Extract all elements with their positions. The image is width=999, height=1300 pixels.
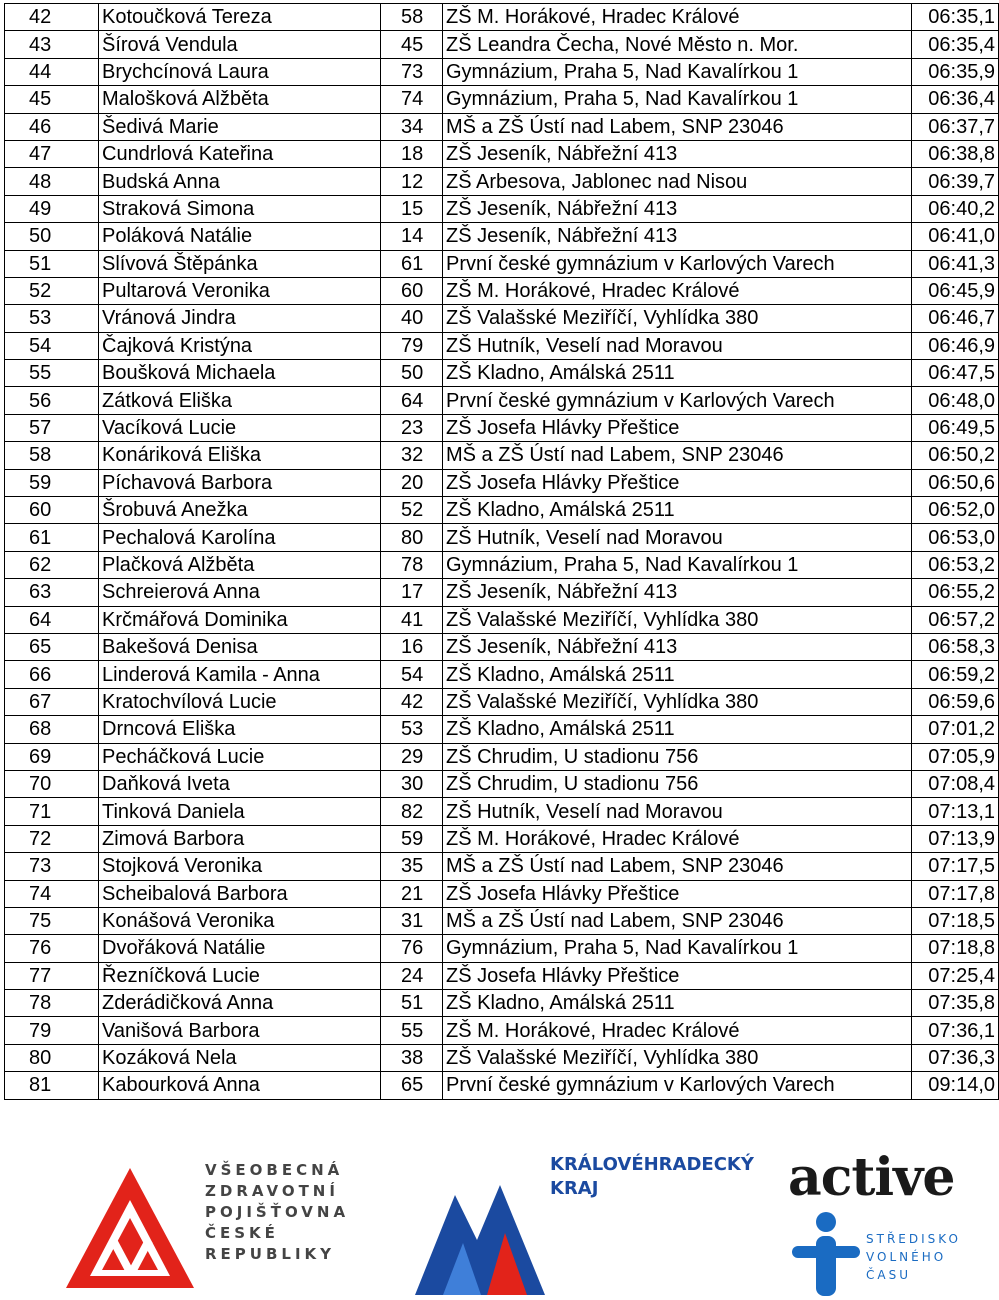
table-row <box>5 880 999 907</box>
time-cell: 06:53,2 <box>912 551 999 578</box>
rank-cell: 45 <box>5 86 99 113</box>
time-cell: 07:18,8 <box>912 935 999 962</box>
rank-cell: 70 <box>5 770 99 797</box>
start-number-cell: 80 <box>381 524 443 551</box>
kraj-emblem-icon <box>415 1145 545 1295</box>
start-number-cell: 32 <box>381 442 443 469</box>
school-cell: ZŠ Kladno, Amálská 2511 <box>443 661 912 688</box>
table-row <box>5 1072 999 1099</box>
time-cell: 07:13,9 <box>912 825 999 852</box>
results-table-body <box>5 4 999 1100</box>
school-cell: Gymnázium, Praha 5, Nad Kavalírkou 1 <box>443 86 912 113</box>
time-cell: 07:05,9 <box>912 743 999 770</box>
start-number-cell: 24 <box>381 962 443 989</box>
name-cell: Vacíková Lucie <box>99 414 381 441</box>
table-row <box>5 1017 999 1044</box>
table-row <box>5 168 999 195</box>
school-cell: Gymnázium, Praha 5, Nad Kavalírkou 1 <box>443 551 912 578</box>
start-number-cell: 20 <box>381 469 443 496</box>
table-row <box>5 661 999 688</box>
school-cell: ZŠ M. Horákové, Hradec Králové <box>443 1017 912 1044</box>
name-cell: Schreierová Anna <box>99 579 381 606</box>
rank-cell: 73 <box>5 853 99 880</box>
rank-cell: 72 <box>5 825 99 852</box>
name-cell: Linderová Kamila - Anna <box>99 661 381 688</box>
vzp-line: ZDRAVOTNÍ <box>205 1182 339 1200</box>
table-row <box>5 633 999 660</box>
rank-cell: 42 <box>5 4 99 31</box>
school-cell: ZŠ M. Horákové, Hradec Králové <box>443 4 912 31</box>
start-number-cell: 51 <box>381 990 443 1017</box>
rank-cell: 60 <box>5 497 99 524</box>
school-cell: ZŠ Jeseník, Nábřežní 413 <box>443 195 912 222</box>
start-number-cell: 30 <box>381 770 443 797</box>
start-number-cell: 15 <box>381 195 443 222</box>
time-cell: 07:08,4 <box>912 770 999 797</box>
school-cell: ZŠ Kladno, Amálská 2511 <box>443 360 912 387</box>
table-row <box>5 223 999 250</box>
table-row <box>5 551 999 578</box>
time-cell: 06:35,1 <box>912 4 999 31</box>
rank-cell: 79 <box>5 1017 99 1044</box>
rank-cell: 50 <box>5 223 99 250</box>
start-number-cell: 65 <box>381 1072 443 1099</box>
time-cell: 07:13,1 <box>912 798 999 825</box>
time-cell: 06:59,6 <box>912 688 999 715</box>
name-cell: Tinková Daniela <box>99 798 381 825</box>
table-row <box>5 113 999 140</box>
time-cell: 06:50,2 <box>912 442 999 469</box>
name-cell: Vanišová Barbora <box>99 1017 381 1044</box>
sponsor-logos <box>0 1120 960 1299</box>
school-cell: MŠ a ZŠ Ústí nad Labem, SNP 23046 <box>443 442 912 469</box>
time-cell: 06:52,0 <box>912 497 999 524</box>
table-row <box>5 853 999 880</box>
time-cell: 06:46,9 <box>912 332 999 359</box>
rank-cell: 69 <box>5 743 99 770</box>
school-cell: ZŠ Josefa Hlávky Přeštice <box>443 962 912 989</box>
rank-cell: 44 <box>5 58 99 85</box>
school-cell: ZŠ Kladno, Amálská 2511 <box>443 497 912 524</box>
rank-cell: 48 <box>5 168 99 195</box>
name-cell: Cundrlová Kateřina <box>99 140 381 167</box>
name-cell: Kotoučková Tereza <box>99 4 381 31</box>
time-cell: 09:14,0 <box>912 1072 999 1099</box>
start-number-cell: 18 <box>381 140 443 167</box>
school-cell: ZŠ Chrudim, U stadionu 756 <box>443 770 912 797</box>
time-cell: 06:39,7 <box>912 168 999 195</box>
table-row <box>5 907 999 934</box>
time-cell: 07:01,2 <box>912 716 999 743</box>
vzp-line: ČESKÉ <box>205 1224 279 1242</box>
time-cell: 07:17,8 <box>912 880 999 907</box>
school-cell: ZŠ Jeseník, Nábřežní 413 <box>443 140 912 167</box>
rank-cell: 47 <box>5 140 99 167</box>
rank-cell: 68 <box>5 716 99 743</box>
rank-cell: 81 <box>5 1072 99 1099</box>
kraj-line: KRAJ <box>550 1178 599 1199</box>
school-cell: První české gymnázium v Karlových Varech <box>443 250 912 277</box>
name-cell: Malošková Alžběta <box>99 86 381 113</box>
rank-cell: 52 <box>5 277 99 304</box>
start-number-cell: 35 <box>381 853 443 880</box>
name-cell: Zátková Eliška <box>99 387 381 414</box>
start-number-cell: 73 <box>381 58 443 85</box>
rank-cell: 61 <box>5 524 99 551</box>
name-cell: Pecháčková Lucie <box>99 743 381 770</box>
school-cell: ZŠ Josefa Hlávky Přeštice <box>443 880 912 907</box>
school-cell: MŠ a ZŠ Ústí nad Labem, SNP 23046 <box>443 113 912 140</box>
table-row <box>5 579 999 606</box>
start-number-cell: 45 <box>381 31 443 58</box>
start-number-cell: 29 <box>381 743 443 770</box>
start-number-cell: 60 <box>381 277 443 304</box>
name-cell: Šírová Vendula <box>99 31 381 58</box>
rank-cell: 63 <box>5 579 99 606</box>
start-number-cell: 23 <box>381 414 443 441</box>
time-cell: 07:35,8 <box>912 990 999 1017</box>
start-number-cell: 31 <box>381 907 443 934</box>
school-cell: ZŠ Hutník, Veselí nad Moravou <box>443 524 912 551</box>
name-cell: Šedivá Marie <box>99 113 381 140</box>
name-cell: Řezníčková Lucie <box>99 962 381 989</box>
name-cell: Zderádičková Anna <box>99 990 381 1017</box>
name-cell: Čajková Kristýna <box>99 332 381 359</box>
table-row <box>5 140 999 167</box>
results-table <box>4 3 999 1100</box>
name-cell: Kozáková Nela <box>99 1044 381 1071</box>
time-cell: 06:35,4 <box>912 31 999 58</box>
time-cell: 06:55,2 <box>912 579 999 606</box>
table-row <box>5 798 999 825</box>
start-number-cell: 17 <box>381 579 443 606</box>
start-number-cell: 42 <box>381 688 443 715</box>
table-row <box>5 414 999 441</box>
name-cell: Stojková Veronika <box>99 853 381 880</box>
table-row <box>5 31 999 58</box>
name-cell: Pultarová Veronika <box>99 277 381 304</box>
time-cell: 06:38,8 <box>912 140 999 167</box>
active-figure-icon <box>790 1208 862 1298</box>
name-cell: Bakešová Denisa <box>99 633 381 660</box>
school-cell: ZŠ M. Horákové, Hradec Králové <box>443 277 912 304</box>
table-row <box>5 305 999 332</box>
time-cell: 06:45,9 <box>912 277 999 304</box>
school-cell: ZŠ Jeseník, Nábřežní 413 <box>443 633 912 660</box>
start-number-cell: 61 <box>381 250 443 277</box>
school-cell: První české gymnázium v Karlových Varech <box>443 1072 912 1099</box>
time-cell: 06:47,5 <box>912 360 999 387</box>
rank-cell: 66 <box>5 661 99 688</box>
start-number-cell: 64 <box>381 387 443 414</box>
time-cell: 06:40,2 <box>912 195 999 222</box>
time-cell: 06:37,7 <box>912 113 999 140</box>
school-cell: ZŠ Jeseník, Nábřežní 413 <box>443 579 912 606</box>
rank-cell: 49 <box>5 195 99 222</box>
time-cell: 06:57,2 <box>912 606 999 633</box>
table-row <box>5 688 999 715</box>
start-number-cell: 12 <box>381 168 443 195</box>
time-cell: 06:35,9 <box>912 58 999 85</box>
time-cell: 06:41,3 <box>912 250 999 277</box>
time-cell: 07:36,1 <box>912 1017 999 1044</box>
name-cell: Plačková Alžběta <box>99 551 381 578</box>
rank-cell: 62 <box>5 551 99 578</box>
rank-cell: 56 <box>5 387 99 414</box>
start-number-cell: 55 <box>381 1017 443 1044</box>
name-cell: Brychcínová Laura <box>99 58 381 85</box>
name-cell: Konášová Veronika <box>99 907 381 934</box>
active-wordmark: active <box>788 1147 955 1208</box>
start-number-cell: 21 <box>381 880 443 907</box>
start-number-cell: 53 <box>381 716 443 743</box>
vzp-line: VŠEOBECNÁ <box>205 1161 344 1179</box>
time-cell: 07:17,5 <box>912 853 999 880</box>
name-cell: Straková Simona <box>99 195 381 222</box>
rank-cell: 46 <box>5 113 99 140</box>
active-line: STŘEDISKO <box>866 1232 961 1246</box>
active-svc-logo <box>788 1147 961 1299</box>
table-row <box>5 743 999 770</box>
table-row <box>5 4 999 31</box>
school-cell: MŠ a ZŠ Ústí nad Labem, SNP 23046 <box>443 907 912 934</box>
school-cell: ZŠ Chrudim, U stadionu 756 <box>443 743 912 770</box>
school-cell: První české gymnázium v Karlových Varech <box>443 387 912 414</box>
table-row <box>5 58 999 85</box>
time-cell: 07:36,3 <box>912 1044 999 1071</box>
start-number-cell: 74 <box>381 86 443 113</box>
time-cell: 06:48,0 <box>912 387 999 414</box>
name-cell: Kratochvílová Lucie <box>99 688 381 715</box>
school-cell: ZŠ Kladno, Amálská 2511 <box>443 990 912 1017</box>
rank-cell: 53 <box>5 305 99 332</box>
start-number-cell: 54 <box>381 661 443 688</box>
rank-cell: 43 <box>5 31 99 58</box>
school-cell: ZŠ Hutník, Veselí nad Moravou <box>443 798 912 825</box>
start-number-cell: 16 <box>381 633 443 660</box>
kraj-logo-text <box>550 1153 754 1201</box>
table-row <box>5 1044 999 1071</box>
time-cell: 06:58,3 <box>912 633 999 660</box>
start-number-cell: 58 <box>381 4 443 31</box>
school-cell: ZŠ Valašské Meziříčí, Vyhlídka 380 <box>443 606 912 633</box>
rank-cell: 76 <box>5 935 99 962</box>
vzp-line: REPUBLIKY <box>205 1245 336 1263</box>
name-cell: Boušková Michaela <box>99 360 381 387</box>
name-cell: Drncová Eliška <box>99 716 381 743</box>
time-cell: 06:49,5 <box>912 414 999 441</box>
name-cell: Daňková Iveta <box>99 770 381 797</box>
time-cell: 06:41,0 <box>912 223 999 250</box>
table-row <box>5 250 999 277</box>
time-cell: 06:50,6 <box>912 469 999 496</box>
table-row <box>5 277 999 304</box>
start-number-cell: 76 <box>381 935 443 962</box>
rank-cell: 58 <box>5 442 99 469</box>
school-cell: ZŠ Kladno, Amálská 2511 <box>443 716 912 743</box>
rank-cell: 74 <box>5 880 99 907</box>
start-number-cell: 82 <box>381 798 443 825</box>
name-cell: Slívová Štěpánka <box>99 250 381 277</box>
time-cell: 07:18,5 <box>912 907 999 934</box>
name-cell: Dvořáková Natálie <box>99 935 381 962</box>
active-subtitle <box>866 1230 961 1284</box>
kraj-line: KRÁLOVÉHRADECKÝ <box>550 1154 754 1175</box>
table-row <box>5 387 999 414</box>
active-line: VOLNÉHO <box>866 1250 947 1264</box>
vzp-line: POJIŠŤOVNA <box>205 1203 350 1221</box>
start-number-cell: 34 <box>381 113 443 140</box>
rank-cell: 78 <box>5 990 99 1017</box>
vzp-logo-text <box>205 1160 349 1265</box>
table-row <box>5 360 999 387</box>
start-number-cell: 52 <box>381 497 443 524</box>
name-cell: Kabourková Anna <box>99 1072 381 1099</box>
start-number-cell: 40 <box>381 305 443 332</box>
start-number-cell: 79 <box>381 332 443 359</box>
table-row <box>5 524 999 551</box>
school-cell: MŠ a ZŠ Ústí nad Labem, SNP 23046 <box>443 853 912 880</box>
school-cell: ZŠ Valašské Meziříčí, Vyhlídka 380 <box>443 688 912 715</box>
vzp-logo <box>60 1160 360 1295</box>
school-cell: ZŠ Arbesova, Jablonec nad Nisou <box>443 168 912 195</box>
name-cell: Poláková Natálie <box>99 223 381 250</box>
table-row <box>5 606 999 633</box>
school-cell: ZŠ Josefa Hlávky Přeštice <box>443 469 912 496</box>
table-row <box>5 442 999 469</box>
school-cell: ZŠ Valašské Meziříčí, Vyhlídka 380 <box>443 305 912 332</box>
school-cell: ZŠ Josefa Hlávky Přeštice <box>443 414 912 441</box>
start-number-cell: 50 <box>381 360 443 387</box>
school-cell: ZŠ M. Horákové, Hradec Králové <box>443 825 912 852</box>
time-cell: 06:53,0 <box>912 524 999 551</box>
school-cell: ZŠ Valašské Meziříčí, Vyhlídka 380 <box>443 1044 912 1071</box>
name-cell: Vránová Jindra <box>99 305 381 332</box>
start-number-cell: 38 <box>381 1044 443 1071</box>
name-cell: Konáriková Eliška <box>99 442 381 469</box>
vzp-emblem-icon <box>60 1160 200 1295</box>
rank-cell: 80 <box>5 1044 99 1071</box>
time-cell: 06:46,7 <box>912 305 999 332</box>
start-number-cell: 41 <box>381 606 443 633</box>
table-row <box>5 716 999 743</box>
name-cell: Scheibalová Barbora <box>99 880 381 907</box>
table-row <box>5 825 999 852</box>
name-cell: Zimová Barbora <box>99 825 381 852</box>
name-cell: Pechalová Karolína <box>99 524 381 551</box>
rank-cell: 59 <box>5 469 99 496</box>
table-row <box>5 86 999 113</box>
time-cell: 06:59,2 <box>912 661 999 688</box>
table-row <box>5 497 999 524</box>
start-number-cell: 59 <box>381 825 443 852</box>
name-cell: Píchavová Barbora <box>99 469 381 496</box>
school-cell: ZŠ Hutník, Veselí nad Moravou <box>443 332 912 359</box>
rank-cell: 51 <box>5 250 99 277</box>
name-cell: Šrobuvá Anežka <box>99 497 381 524</box>
start-number-cell: 14 <box>381 223 443 250</box>
table-row <box>5 332 999 359</box>
table-row <box>5 770 999 797</box>
time-cell: 07:25,4 <box>912 962 999 989</box>
rank-cell: 64 <box>5 606 99 633</box>
name-cell: Budská Anna <box>99 168 381 195</box>
rank-cell: 67 <box>5 688 99 715</box>
rank-cell: 65 <box>5 633 99 660</box>
rank-cell: 77 <box>5 962 99 989</box>
rank-cell: 75 <box>5 907 99 934</box>
school-cell: Gymnázium, Praha 5, Nad Kavalírkou 1 <box>443 58 912 85</box>
active-line: ČASU <box>866 1268 911 1282</box>
school-cell: Gymnázium, Praha 5, Nad Kavalírkou 1 <box>443 935 912 962</box>
name-cell: Krčmářová Dominika <box>99 606 381 633</box>
rank-cell: 54 <box>5 332 99 359</box>
school-cell: ZŠ Jeseník, Nábřežní 413 <box>443 223 912 250</box>
rank-cell: 57 <box>5 414 99 441</box>
school-cell: ZŠ Leandra Čecha, Nové Město n. Mor. <box>443 31 912 58</box>
rank-cell: 55 <box>5 360 99 387</box>
time-cell: 06:36,4 <box>912 86 999 113</box>
table-row <box>5 195 999 222</box>
table-row <box>5 990 999 1017</box>
table-row <box>5 935 999 962</box>
table-row <box>5 469 999 496</box>
table-row <box>5 962 999 989</box>
rank-cell: 71 <box>5 798 99 825</box>
start-number-cell: 78 <box>381 551 443 578</box>
kralovehradecky-kraj-logo <box>415 1145 775 1295</box>
